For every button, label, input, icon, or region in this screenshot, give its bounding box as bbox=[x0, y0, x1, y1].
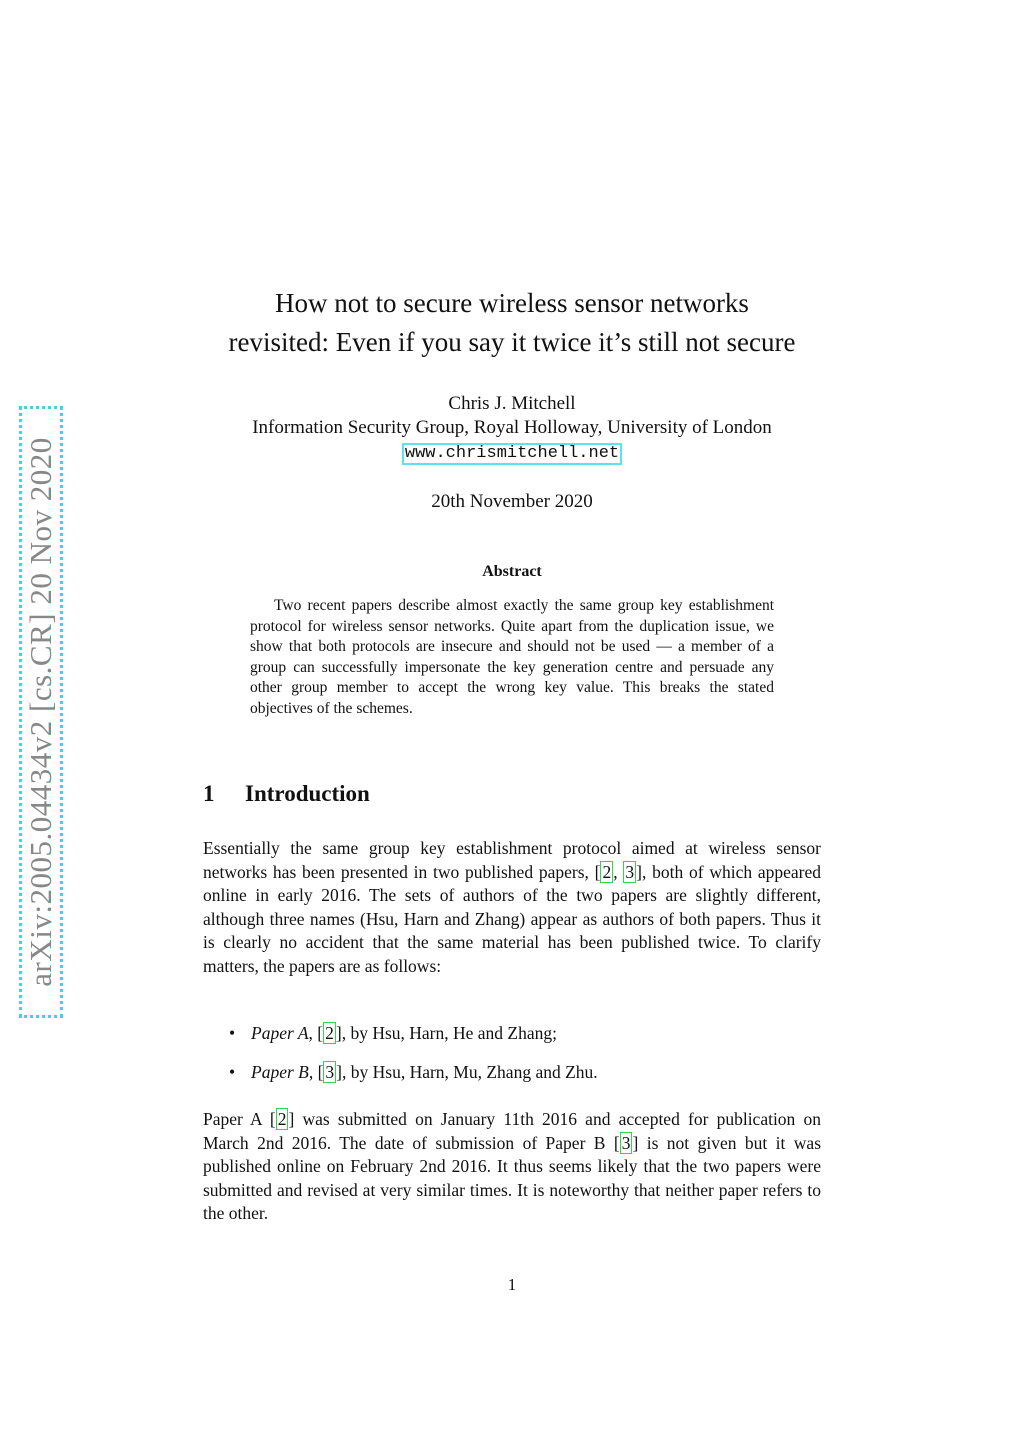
abstract-heading: Abstract bbox=[482, 563, 542, 580]
citation-link[interactable]: 3 bbox=[325, 1062, 335, 1082]
paragraph-text: , both of which appeared online in early 2016. The sets of authors of the two papers are slightly different, although three names (Hsu, Harn and Zhang) appear as authors of both papers. Thus it is clearly no accident that the same material has been published twice. To clarify matters, the papers are as follows: bbox=[203, 861, 821, 976]
bullet-icon: • bbox=[229, 1023, 236, 1043]
paragraph-text: Paper A bbox=[203, 1109, 270, 1129]
list-item-text: , by Hsu, Harn, Mu, Zhang and Zhu. bbox=[342, 1062, 598, 1082]
citation-link[interactable]: 2 bbox=[277, 1109, 287, 1129]
label-separator: , bbox=[308, 1023, 318, 1043]
title-line-1: How not to secure wireless sensor networks bbox=[275, 288, 749, 318]
section-heading bbox=[203, 781, 370, 807]
paragraph-text: is not given but it was published online on February 2nd 2016. It thus seems likely that the two papers were submitted and revised at very similar times. It is noteworthy that neither paper refers to the other. bbox=[203, 1132, 822, 1223]
author-affiliation: Information Security Group, Royal Holloway, University of London bbox=[252, 417, 772, 438]
list-item: • Paper B, [ 3 ], by Hsu, Harn, Mu, Zhang and Zhu. bbox=[229, 1062, 598, 1082]
title-line-2: revisited: Even if you say it twice it’s still not secure bbox=[228, 327, 796, 357]
citation-link[interactable]: 3 bbox=[625, 861, 635, 882]
citation-separator: , bbox=[613, 861, 624, 882]
paper-label: Paper A bbox=[251, 1023, 309, 1043]
paper-date: 20th November 2020 bbox=[431, 491, 593, 512]
intro-paragraph-1: Essentially the same group key establishment protocol aimed at wireless sensor networks has been presented in two published papers, [ 2 , 3 ], both of which appeared online in early 2016. The sets of authors of the two papers are slightly different, although three names (Hsu, Harn and Zhang) appear as authors of both papers. Thus it is clearly no accident that the same material has been published twice. To clarify matters, the papers are as follows: bbox=[203, 838, 821, 976]
paper-label: Paper B bbox=[251, 1062, 309, 1082]
citation-link[interactable]: 3 bbox=[621, 1132, 631, 1153]
abstract-body: Two recent papers describe almost exactly the same group key establishment protocol for wireless sensor networks. Quite apart from the duplication issue, we show that both protocols are insecure and should not be used — a member of a group can successfully impersonate the key generation centre and persuade any other group member to accept the wrong key value. This breaks the stated objectives of the schemes. bbox=[250, 597, 774, 717]
list-item: • Paper A, [ 2 ], by Hsu, Harn, He and Zhang; bbox=[229, 1023, 557, 1043]
list-item-text: , by Hsu, Harn, He and Zhang; bbox=[341, 1023, 557, 1043]
bullet-icon: • bbox=[229, 1062, 236, 1082]
section-number: 1 bbox=[203, 781, 215, 806]
paragraph-text: Essentially the same group key establishment protocol aimed at wireless sensor networks has been presented in two published papers, bbox=[203, 838, 821, 882]
intro-paragraph-2: Paper A [ 2 ] was submitted on January 11th 2016 and accepted for publication on March 2nd 2016. The date of submission of Paper B [ 3 ] is not given but it was published online on February 2nd 2016. It thus seems likely that the two papers were submitted and revised at very similar times. It is noteworthy that neither paper refers to the other. bbox=[203, 1109, 822, 1223]
paper-title bbox=[150, 284, 874, 362]
author-name: Chris J. Mitchell bbox=[448, 393, 576, 414]
section-title: Introduction bbox=[245, 781, 370, 806]
paper-list bbox=[229, 1022, 821, 1100]
arxiv-identifier[interactable]: arXiv:2005.04434v2 [cs.CR] 20 Nov 2020 bbox=[23, 437, 58, 987]
paragraph-text: was submitted on January 11th 2016 and accepted for publication on March 2nd 2016. The date of submission of Paper B bbox=[203, 1109, 821, 1153]
label-separator: , bbox=[308, 1062, 318, 1082]
citation-link[interactable]: 2 bbox=[325, 1023, 334, 1043]
page-number: 1 bbox=[507, 1275, 517, 1294]
author-url-link[interactable]: www.chrismitchell.net bbox=[402, 443, 622, 465]
author-block bbox=[150, 392, 874, 465]
citation-link[interactable]: 2 bbox=[602, 861, 612, 882]
